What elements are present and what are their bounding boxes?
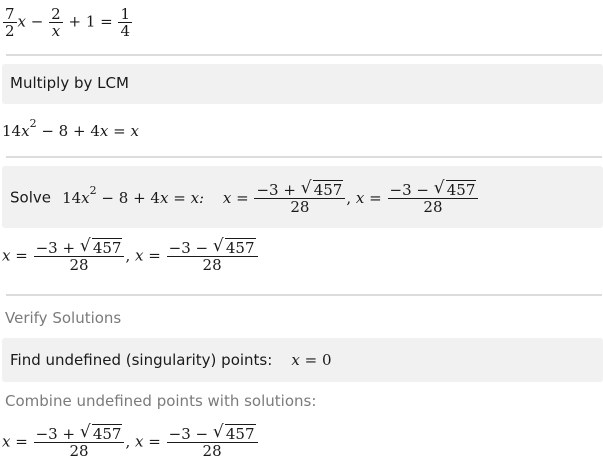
- solution-plus-fraction: −3 + √ 457 28: [34, 426, 125, 459]
- verify-label: Verify Solutions: [5, 309, 122, 327]
- combine-label: Combine undefined points with solutions:: [5, 392, 317, 410]
- solution-minus-fraction: −3 − √ 457 28: [388, 182, 479, 215]
- fraction-7-over-2: $\frac{7}{2}$: [5, 5, 15, 40]
- sqrt-icon: √ 457: [79, 422, 122, 443]
- original-equation: $\frac{7}{2}$ x − $\frac{2}{x}$ + 1 = $\frac{1}{4}$: [5, 5, 131, 40]
- step-multiply-box: [2, 64, 603, 104]
- step-solve-box: [2, 166, 603, 228]
- solution-plus-fraction: −3 + √ 457 28: [254, 182, 345, 215]
- sqrt-icon: √ 457: [212, 422, 255, 443]
- sqrt-icon: √ 457: [79, 236, 122, 257]
- solution-minus-fraction: −3 − √ 457 28: [167, 240, 258, 273]
- sqrt-icon: √ 457: [433, 178, 476, 199]
- fraction-1-over-4: $\frac{1}{4}$: [120, 5, 131, 40]
- solve-label: Solve: [10, 188, 51, 207]
- undefined-row: [10, 350, 332, 369]
- undefined-label: Find undefined (singularity) points:: [10, 351, 273, 369]
- sqrt-icon: √ 457: [300, 178, 343, 199]
- multiply-result: $14x^2 - 8 + 4x = x$: [2, 117, 139, 140]
- solution-minus-fraction: −3 − √ 457 28: [167, 426, 258, 459]
- step-undefined-box: [2, 338, 603, 382]
- solve-equation: $14x^2 - 8 + 4x = x$:: [62, 183, 205, 207]
- solutions-line: x = −3 + √ 457 28 , x = −3 − √ 457 28: [2, 240, 259, 273]
- multiply-label: Multiply by LCM: [10, 74, 129, 92]
- fraction-2-over-x: $\frac{2}{x}$: [51, 5, 61, 40]
- divider: [6, 54, 602, 56]
- solve-row: [10, 178, 479, 216]
- final-solutions-line: x = −3 + √ 457 28 , x = −3 − √ 457 28: [2, 426, 259, 459]
- divider: [6, 294, 602, 296]
- sqrt-icon: √ 457: [212, 236, 255, 257]
- divider: [6, 156, 602, 158]
- solve-solutions: x = −3 + √ 457 28 , x = −3 − √ 457 28: [223, 189, 480, 207]
- undefined-value: x = 0: [291, 351, 332, 369]
- solution-plus-fraction: −3 + √ 457 28: [34, 240, 125, 273]
